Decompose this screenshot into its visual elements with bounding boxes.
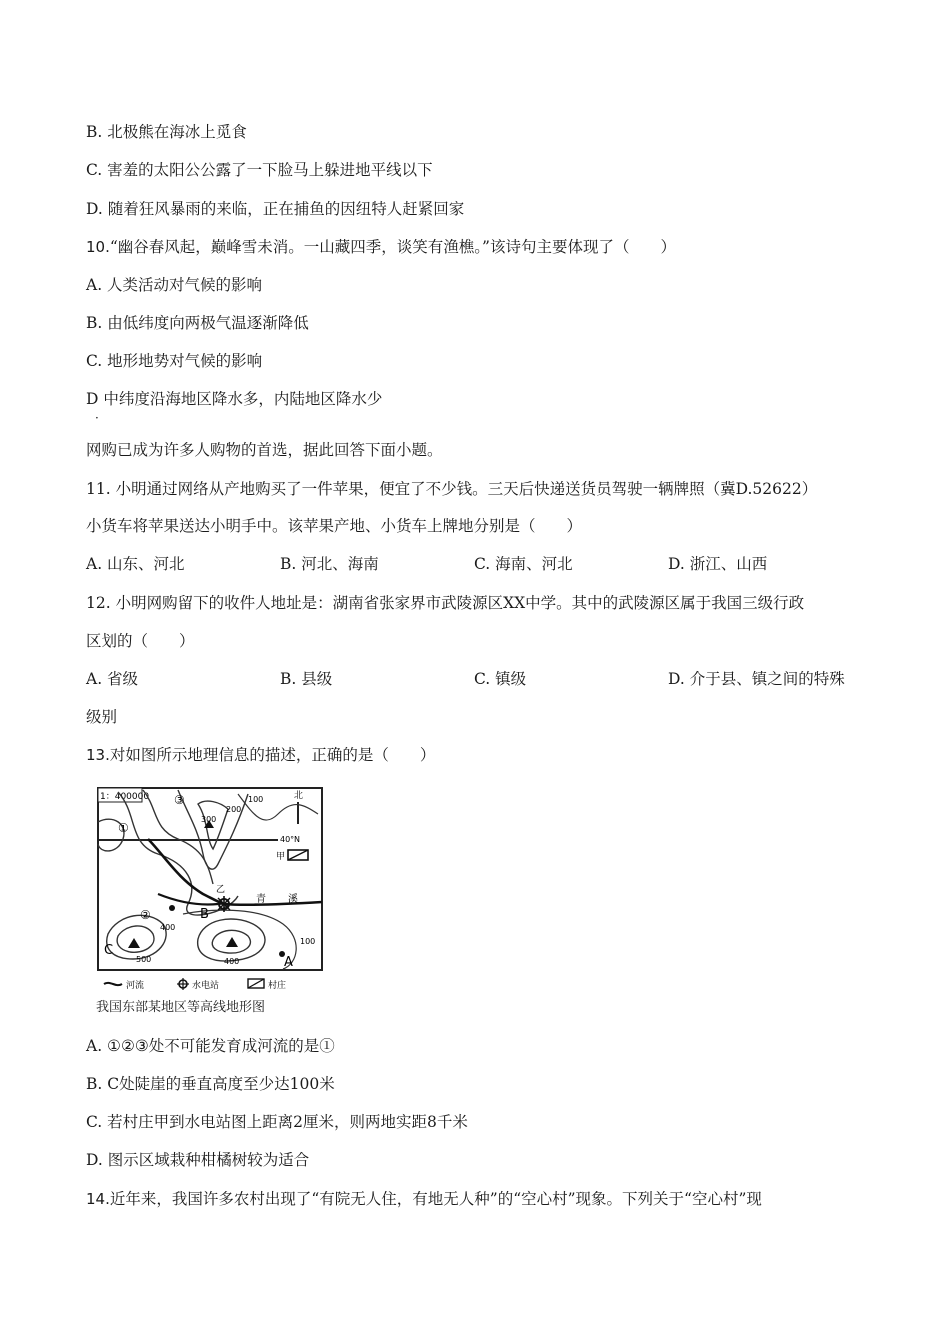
q9-option-c: C. 害羞的太阳公公露了一下脸马上躲进地平线以下: [86, 161, 433, 179]
elevation-label: 300: [201, 815, 217, 824]
q10-option-c: C. 地形地势对气候的影响: [86, 352, 263, 370]
legend-station-icon: [177, 978, 189, 990]
q10-option-b: B. 由低纬度向两极气温逐渐降低: [86, 314, 309, 332]
scale-text: 1：400000: [100, 792, 150, 802]
group-intro: 网购已成为许多人购物的首选，据此回答下面小题。: [86, 441, 443, 459]
q11-option-a: A. 山东、河北: [86, 555, 185, 573]
n-label: N: [294, 835, 300, 844]
north-label: 北: [294, 791, 304, 801]
label-c2: ②: [140, 908, 151, 922]
xi-label: 溪: [288, 894, 298, 905]
q13-stem-text: 对如图所示地理信息的描述，正确的是（ ）: [109, 746, 436, 764]
label-c1: ①: [118, 821, 129, 835]
q12-option-b: B. 县级: [280, 670, 333, 688]
q14-stem: [86, 1189, 762, 1209]
elevation-label: 100: [248, 795, 264, 804]
lat-label: 40°: [280, 835, 295, 844]
q12-option-a: A. 省级: [86, 670, 139, 688]
contour-map-figure: [88, 784, 328, 1014]
q13-option-a: A. ①②③处不可能发育成河流的是①: [86, 1037, 335, 1055]
contour-map: [88, 784, 328, 999]
q11-option-b: B. 河北、海南: [280, 555, 379, 573]
q9-option-b: B. 北极熊在海冰上觅食: [86, 123, 247, 141]
point-b-label: B: [200, 907, 209, 922]
q10-stem: [86, 237, 676, 257]
point-marker: [169, 905, 175, 911]
elevation-label: 400: [224, 957, 240, 966]
hydro-station-icon: [216, 896, 232, 912]
q12-option-d: D. 介于县、镇之间的特殊: [668, 670, 845, 688]
q13-option-b: B. C处陡崖的垂直高度至少达100米: [86, 1075, 335, 1093]
elevation-label: 400: [160, 923, 176, 932]
q12-stem-line1: 12. 小明网购留下的收件人地址是：湖南省张家界市武陵源区XX中学。其中的武陵源区属于我国三级行政: [86, 594, 805, 612]
yi-label: 乙: [216, 885, 226, 895]
river-line: [158, 894, 218, 905]
elevation-label: 100: [300, 937, 316, 946]
elevation-label: 200: [226, 805, 242, 814]
jia-label: 甲: [276, 852, 286, 862]
point-c-label: C: [104, 943, 114, 958]
map-caption: 我国东部某地区等高线地形图: [96, 1000, 266, 1015]
legend-river-icon: [104, 983, 122, 985]
q13-stem: [86, 745, 435, 765]
q12-stem-line2: 区划的（ ）: [86, 632, 195, 650]
q10-option-a: A. 人类活动对气候的影响: [86, 276, 263, 294]
q11-option-d: D. 浙江、山西: [668, 555, 768, 573]
legend-station: 水电站: [192, 981, 220, 991]
q11-stem-line2: 小货车将苹果送达小明手中。该苹果产地、小货车上牌地分别是（ ）: [86, 517, 583, 535]
legend-river: 河流: [126, 981, 145, 991]
peak-marker: [226, 937, 238, 947]
q11-option-c: C. 海南、河北: [474, 555, 573, 573]
q14-number: 14.: [86, 1190, 110, 1208]
q11-stem-line1: 11. 小明通过网络从产地购买了一件苹果，便宜了不少钱。三天后快递送货员驾驶一辆牌照（冀D.52622）: [86, 480, 818, 498]
q9-option-d: D. 随着狂风暴雨的来临，正在捕鱼的因纽特人赶紧回家: [86, 200, 465, 218]
label-c3: ③: [174, 793, 185, 807]
q10-stem-text: “幽谷春风起，巅峰雪未消。一山藏四季，谈笑有渔樵。”该诗句主要体现了（ ）: [109, 238, 676, 256]
q13-number: 13.: [86, 746, 110, 764]
contour-line: [117, 926, 154, 952]
peak-marker: [128, 938, 140, 948]
q14-stem-text: 近年来，我国许多农村出现了“有院无人住，有地无人种”的“空心村”现象。下列关于“空心村”现: [109, 1190, 762, 1208]
contour-line: [198, 801, 228, 849]
legend-village: 村庄: [268, 981, 287, 991]
q13-option-d: D. 图示区域栽种柑橘树较为适合: [86, 1151, 310, 1169]
point-a-label: A: [284, 955, 293, 970]
qing-label: 青: [256, 894, 266, 905]
elevation-label: 500: [136, 955, 152, 964]
q10-option-d: D 中纬度沿海地区降水多，内陆地区降水少: [86, 390, 383, 408]
q10-number: 10.: [86, 238, 110, 256]
q12-option-c: C. 镇级: [474, 670, 527, 688]
contour-line: [118, 792, 238, 915]
q12-option-d-cont: 级别: [86, 708, 118, 726]
stray-dot: ·: [95, 411, 99, 425]
q13-option-c: C. 若村庄甲到水电站图上距离2厘米，则两地实距8千米: [86, 1113, 468, 1131]
